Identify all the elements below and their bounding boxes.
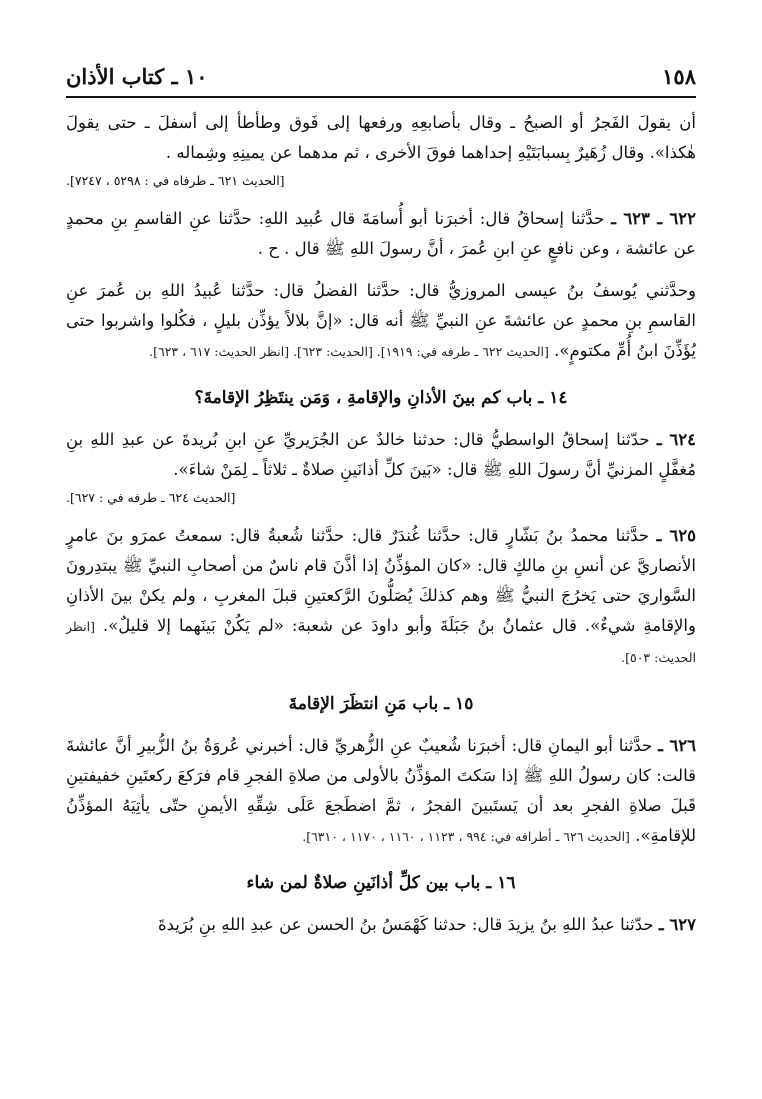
- book-title: ١٠ ـ كتاب الأذان: [66, 64, 208, 89]
- hadith-626: [66, 731, 696, 852]
- hadith-625: [66, 521, 696, 673]
- chapter-heading-14: ١٤ ـ باب كم بينَ الأذانِ والإقامةِ ، وَمَن ينتَظِرُ الإقامةَ؟: [194, 388, 568, 408]
- hadith-text: وحدَّثني يُوسفُ بنُ عيسى المروزيُّ قال: حدَّثنا الفضلُ قال: حدَّثنا عُبيدُ اللهِ بن عُمرَ عنِ القاسمِ بنِ محمدٍ عن عائشةَ عنِ النبيِّ ﷺ أنه قال: «إنَّ بلالاً يؤذِّن بليلٍ ، فكُلوا واشربوا حتى يُؤَذِّنَ ابنُ أُمِّ مكتومٍ».: [66, 281, 697, 360]
- hadith-number: ٦٢٤ ـ: [656, 430, 696, 449]
- hadith-text: حدَّثنا محمدُ بنُ بَشّارٍ قال: حدَّثنا غُندَرٌ قال: حدَّثنا شُعبةُ قال: سمعتُ عمرَو بنَ عامرٍ الأنصاريَّ عن أنسِ بنِ مالكٍ قال: «كان المؤذِّنُ إذا أذَّنَ قام ناسٌ من أصحابِ النبيِّ ﷺ يبتدِرونَ السَّواريَ حتى يَخرُجَ النبيُّ ﷺ وهم كذلكَ يُصَلُّونَ الرَّكعتينِ قبلَ المغربِ ، ولم يكنْ بينَ الأذانِ والإقامةِ شيءٌ». قال عثمانُ بنُ جَبَلَةَ وأبو داودَ عن شعبة: «لم يَكُنْ بَينَهما إلا قليلٌ».: [66, 526, 696, 635]
- hadith-627: [66, 910, 696, 940]
- hadith-reference: [الحديث ٦٢٢ ـ طرفه في: ١٩١٩]. [الحديث: ٦٢٣]. [انظر الحديث: ٦١٧ ، ٦٢٣].: [149, 344, 549, 359]
- hadith-number: ٦٢٦ ـ: [658, 736, 696, 755]
- hadith-number: ٦٢٥ ـ: [656, 526, 696, 545]
- hadith-624-note: [الحديث ٦٢٤ ـ طرفه في : ٦٢٧].: [66, 490, 236, 505]
- hadith-reference: [الحديث ٦٢٦ ـ أطرافه في: ٩٩٤ ، ١١٢٣ ، ١١٦٠ ، ١١٧٠ ، ٦٣١٠].: [302, 829, 630, 844]
- hadith-621-note: [الحديث ٦٢١ ـ طرفاه في : ٥٢٩٨ ، ٧٢٤٧].: [66, 173, 285, 188]
- page-header: [66, 58, 696, 98]
- chapter-heading-16: ١٦ ـ باب بين كلِّ أذانَينِ صلاةٌ لمن شاء: [246, 873, 516, 893]
- paragraph-621-end: أن يقولَ الفَجرُ أو الصبحُ ـ وقال بأصابعِهِ ورفعها إلى فَوق وطأطأ إلى أسفلَ ـ حتى يقولَ هٰكذا». وقال زُهَيرٌ بِسبابَتَيْهِ إحداهما فوقَ الأخرى ، ثم مدهما عن يمينِهِ وشِماله .: [66, 113, 696, 162]
- hadith-number: ٦٢٢ ـ ٦٢٣ ـ: [611, 209, 696, 228]
- hadith-text: حدّثنا إسحاقُ الواسطيُّ قال: حدثنا خالدٌ عن الجُرَيريِّ عنِ ابنِ بُريدةَ عن عبدِ اللهِ بنِ مُغفَّلٍ المزنيِّ أنَّ رسولَ اللهِ ﷺ قال: «بَينَ كلِّ أذانَينِ صلاةٌ ـ ثلاثاً ـ لِمَنْ شاءَ».: [66, 430, 696, 479]
- hadith-text: حدَّثنا إسحاقُ قال: أخبرَنا أبو أُسامَةَ قال عُبيد اللهِ: حدَّثنا عنِ القاسمِ بنِ محمدٍ عن عائشة ، وعن نافعٍ عنِ ابنِ عُمرَ ، أنَّ رسولَ اللهِ ﷺ قال . ح .: [66, 209, 696, 258]
- hadith-622-continuation: [66, 276, 696, 367]
- hadith-text: حدَّثنا أبو اليمانِ قال: أخبرَنا شُعيبٌ عنِ الزُّهريِّ قال: أخبرني عُروَةُ بنُ الزُّبيرِ أنَّ عائشةَ قالت: كان رسولُ اللهِ ﷺ إذا سَكتَ المؤذِّنُ بالأولى من صلاةِ الفجرِ قام فرَكعَ ركعتَينِ خفيفتينِ قَبلَ صلاةِ الفجرِ بعد أن يَستَبينَ الفجرُ ، ثمَّ اضطَجعَ عَلَى شِقِّهِ الأيمنِ حتّى يأتِيَهُ المؤذِّنُ للإقامةِ».: [66, 736, 696, 845]
- chapter-heading-15: ١٥ ـ باب مَنِ انتظَرَ الإقامةَ: [288, 694, 474, 714]
- hadith-reference: [انظر الحديث: ٥٠٣].: [66, 619, 696, 665]
- page-content: [66, 108, 696, 940]
- page-number: ١٥٨: [662, 64, 696, 89]
- hadith-number: ٦٢٧ ـ: [658, 915, 696, 934]
- hadith-624: [66, 425, 696, 485]
- hadith-622-623: [66, 204, 696, 264]
- hadith-text: حدّثنا عبدُ اللهِ بنُ يزيدَ قال: حدثنا كَهْمَسُ بنُ الحسن عن عبدِ اللهِ بنِ بُرَيدةَ: [157, 915, 654, 934]
